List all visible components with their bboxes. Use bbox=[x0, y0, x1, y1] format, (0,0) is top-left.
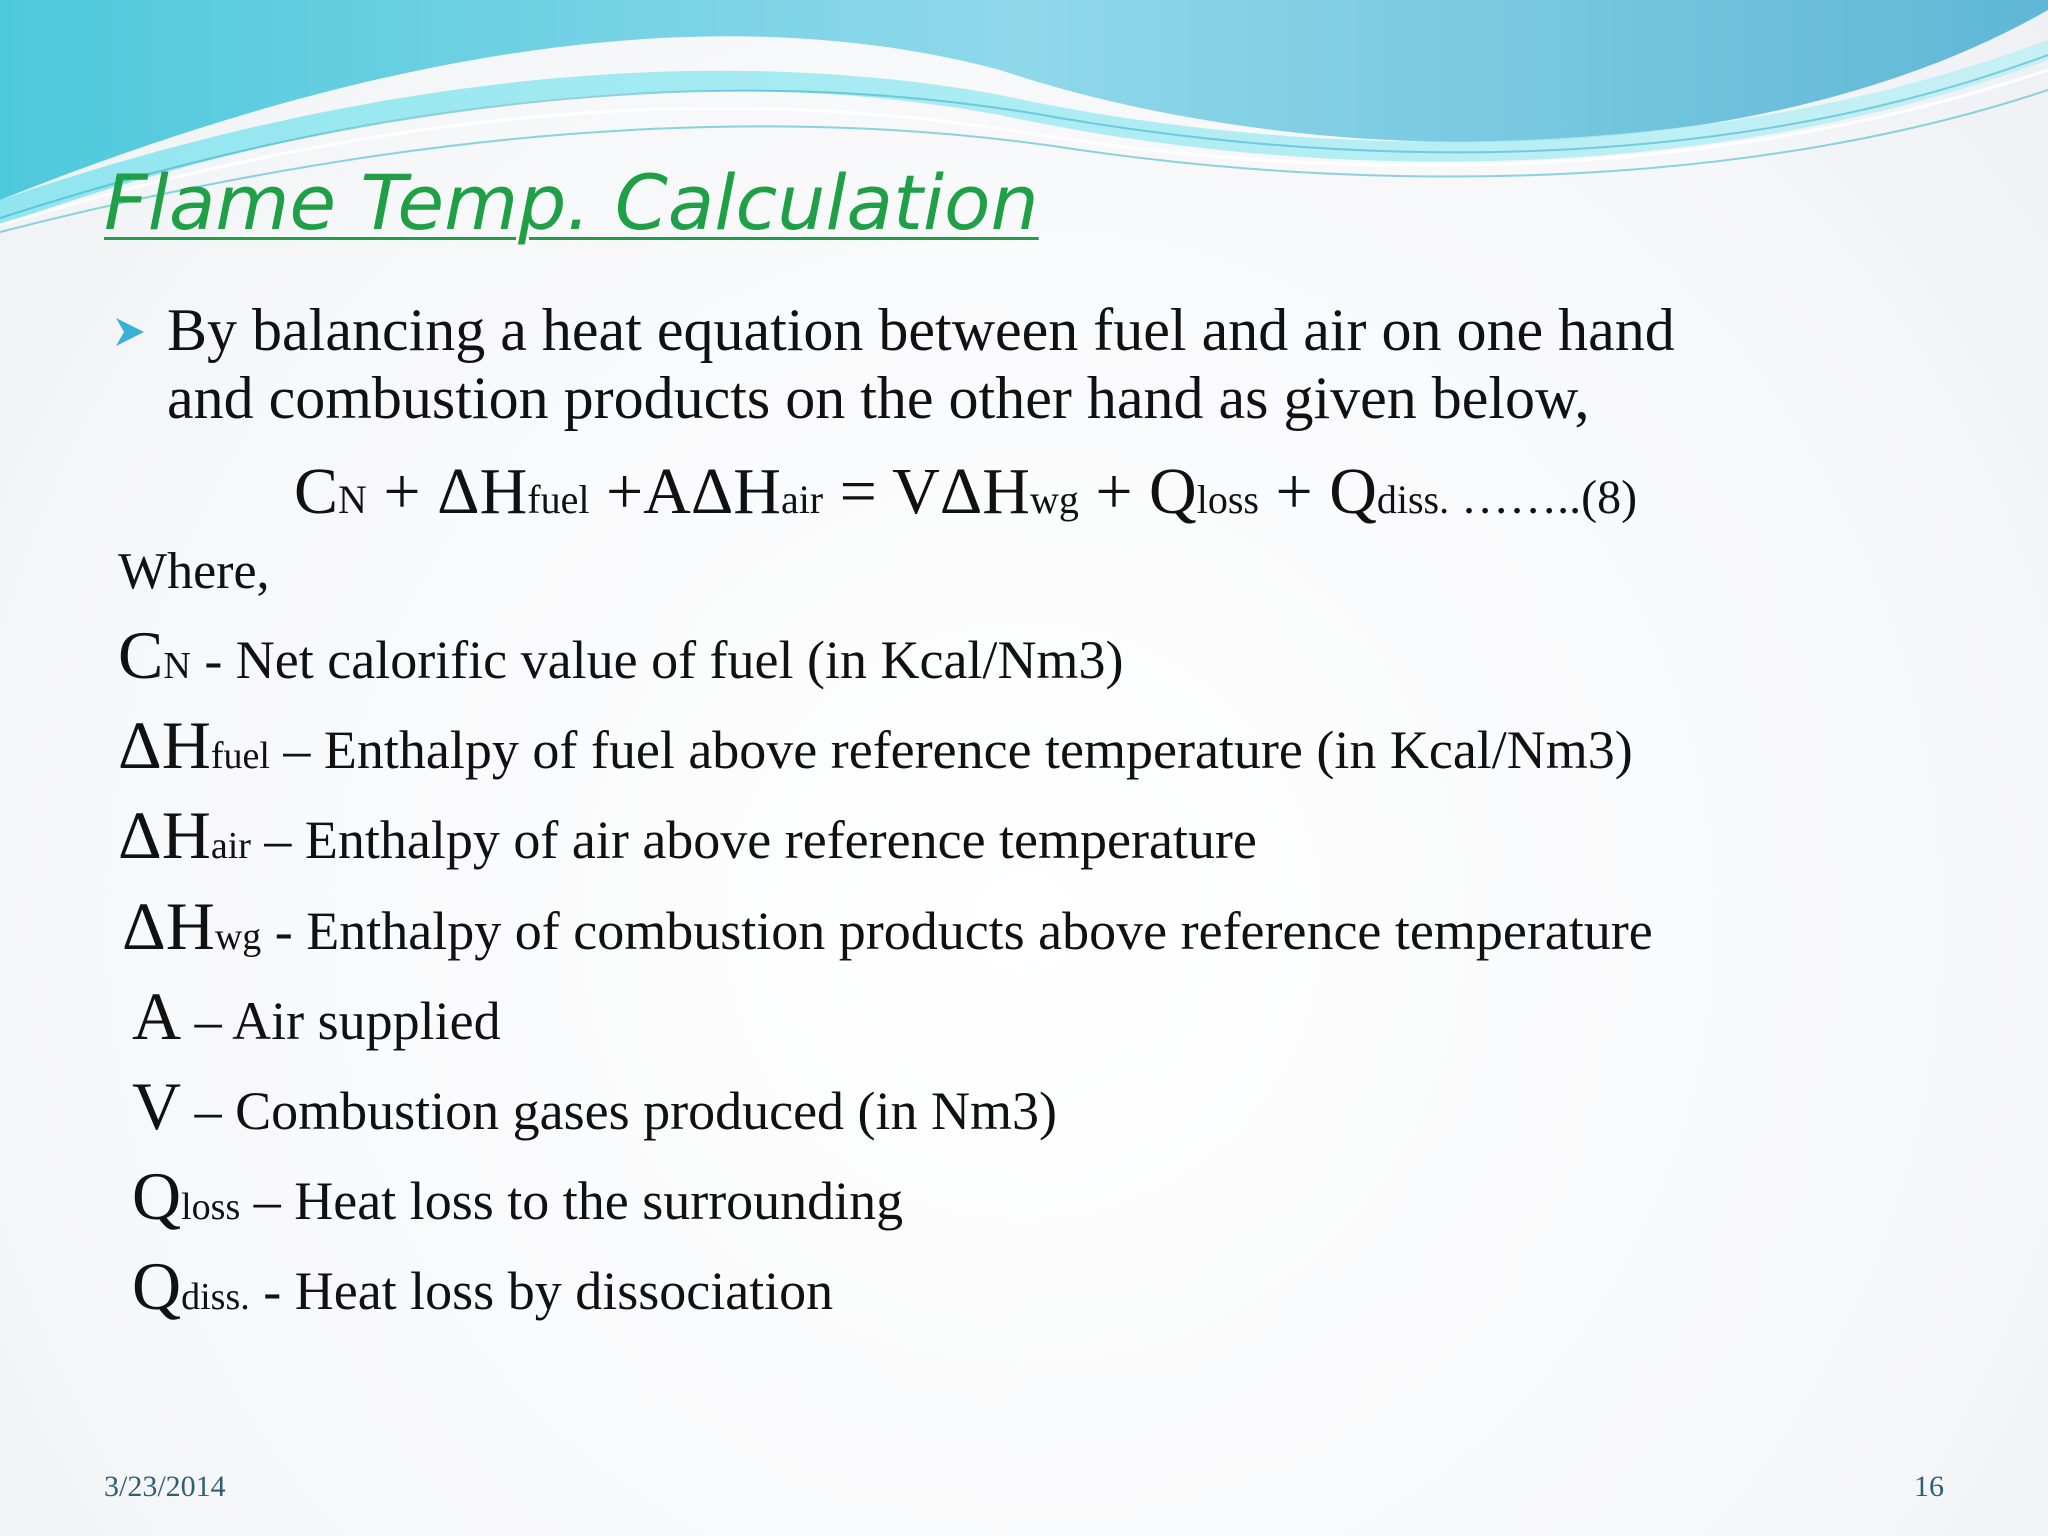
bullet-text bbox=[167, 296, 1910, 432]
definition-text: - Heat loss by dissociation bbox=[249, 1261, 834, 1321]
definition-symbol-sub: loss bbox=[181, 1186, 241, 1228]
definition-text: – Enthalpy of fuel above reference temperature (in Kcal/Nm3) bbox=[269, 720, 1633, 780]
triangle-arrow-bullet-icon bbox=[110, 312, 150, 352]
definition-item bbox=[132, 1250, 833, 1333]
definition-text: – Combustion gases produced (in Nm3) bbox=[181, 1081, 1058, 1141]
eq-term-1-sub: N bbox=[338, 477, 367, 522]
definition-item bbox=[118, 799, 1257, 882]
definition-item bbox=[132, 1070, 1057, 1153]
bullet-line-2: and combustion products on the other hand as given below, bbox=[167, 365, 1590, 431]
definition-symbol: C bbox=[118, 617, 164, 693]
definition-symbol-sub: air bbox=[210, 825, 251, 867]
definition-symbol: Q bbox=[132, 1158, 182, 1234]
equation-reference-number: ……..(8) bbox=[1449, 471, 1638, 524]
definition-text: – Air supplied bbox=[181, 991, 501, 1051]
definition-symbol-sub: fuel bbox=[210, 735, 270, 777]
eq-term-5: + Q bbox=[1078, 455, 1197, 528]
eq-term-6-sub: diss. bbox=[1376, 477, 1450, 522]
slide-title: Flame Temp. Calculation bbox=[104, 158, 1039, 247]
definition-symbol: Q bbox=[132, 1248, 182, 1324]
definition-item bbox=[132, 1160, 903, 1243]
definition-item bbox=[122, 890, 1653, 973]
eq-term-4-sub: wg bbox=[1029, 477, 1079, 522]
page-number: 16 bbox=[1914, 1470, 1944, 1503]
definition-item bbox=[118, 619, 1123, 702]
definition-text: - Net calorific value of fuel (in Kcal/Nm3) bbox=[190, 630, 1124, 690]
definition-symbol-sub: wg bbox=[214, 916, 262, 958]
bullet-point bbox=[110, 296, 1910, 432]
definition-text: – Heat loss to the surrounding bbox=[240, 1171, 904, 1231]
eq-term-3-sub: air bbox=[780, 477, 824, 522]
definition-item bbox=[132, 980, 501, 1063]
footer-date: 3/23/2014 bbox=[104, 1470, 226, 1503]
definition-symbol-sub: diss. bbox=[181, 1276, 250, 1318]
definition-item bbox=[118, 709, 1633, 792]
eq-term-1: C bbox=[294, 455, 339, 528]
eq-term-5-sub: loss bbox=[1196, 477, 1259, 522]
where-label: Where, bbox=[118, 543, 270, 600]
definition-symbol: ΔH bbox=[118, 707, 211, 783]
definition-symbol: V bbox=[132, 1068, 182, 1144]
bullet-line-1: By balancing a heat equation between fuel and air on one hand bbox=[167, 297, 1675, 363]
definition-text: - Enthalpy of combustion products above reference temperature bbox=[261, 901, 1653, 961]
eq-term-6: + Q bbox=[1258, 455, 1377, 528]
eq-term-4: = VΔH bbox=[823, 455, 1030, 528]
heat-balance-equation bbox=[294, 452, 1637, 540]
definition-symbol: ΔH bbox=[122, 888, 215, 964]
eq-term-2-sub: fuel bbox=[527, 477, 590, 522]
eq-term-2: + ΔH bbox=[366, 455, 528, 528]
eq-term-3: +AΔH bbox=[589, 455, 781, 528]
definition-symbol: A bbox=[132, 978, 182, 1054]
definition-text: – Enthalpy of air above reference temperature bbox=[250, 810, 1257, 870]
definition-symbol: ΔH bbox=[118, 797, 211, 873]
definition-symbol-sub: N bbox=[163, 645, 191, 687]
